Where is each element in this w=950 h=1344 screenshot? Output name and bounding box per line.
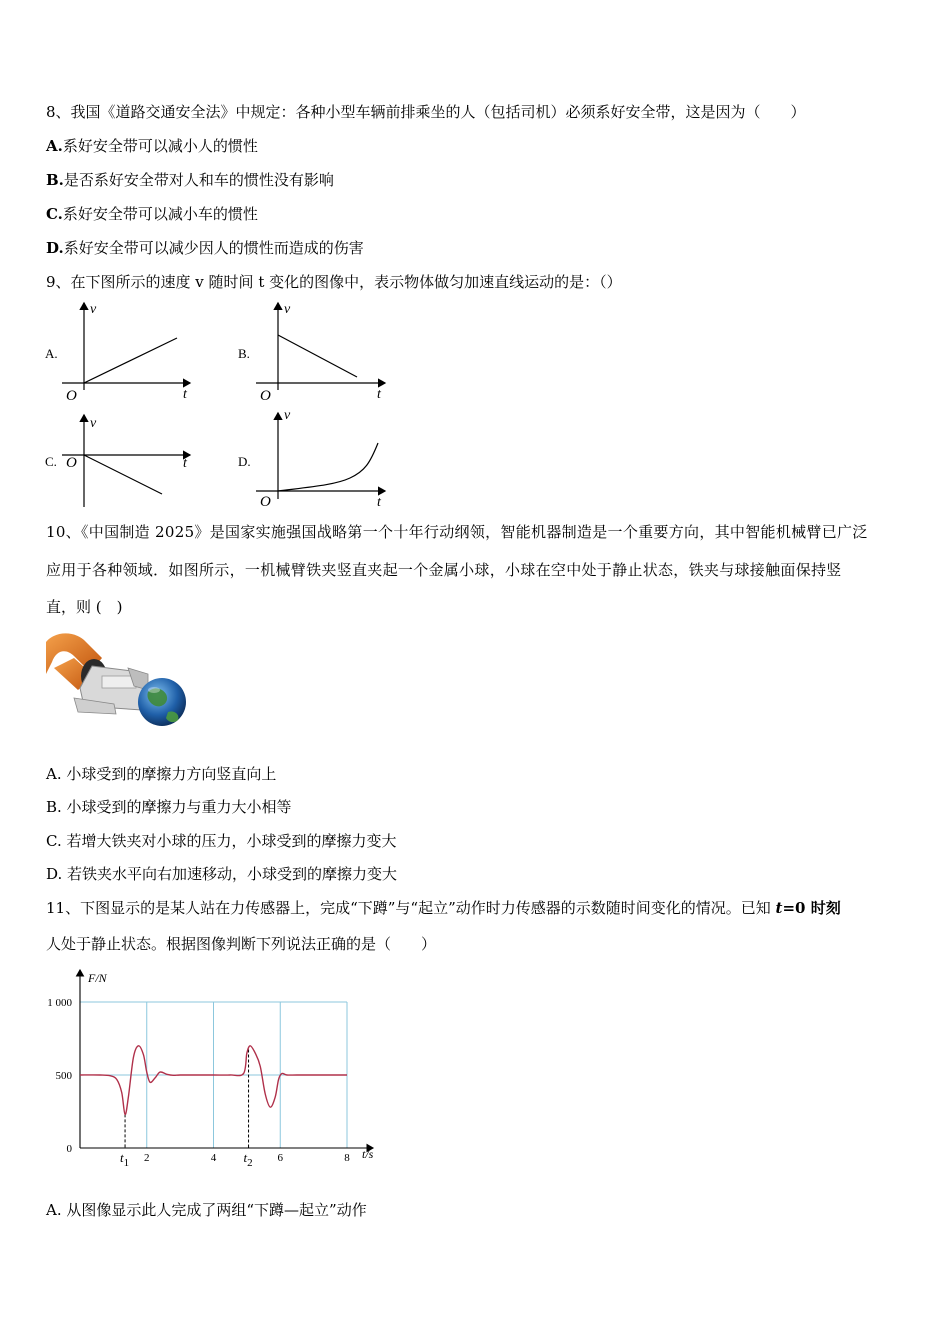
q8-option-d-label: D. — [46, 239, 64, 257]
globe-highlight — [148, 687, 160, 693]
graph-d-origin: O — [260, 494, 271, 510]
chart-tick-labels — [47, 971, 373, 1164]
graph-b-t-label: t — [377, 387, 381, 402]
graph-c-t-label: t — [183, 456, 187, 471]
y-tick-label: 500 — [55, 1070, 72, 1082]
y-tick-label: 0 — [66, 1143, 72, 1155]
graph-b-label: B. — [238, 346, 250, 361]
q8-option-d-text: 系好安全带可以减少因人的惯性而造成的伤害 — [63, 239, 364, 257]
graph-a-line — [84, 338, 177, 383]
q11-stem-line1-post: =0 时刻 — [782, 899, 841, 917]
q8-option-b — [46, 171, 334, 189]
graph-c — [45, 415, 190, 507]
q10-option-b: B. 小球受到的摩擦力与重力大小相等 — [46, 798, 292, 816]
graph-a-t-label: t — [183, 387, 187, 402]
robot-arm-illustration — [44, 628, 194, 740]
graph-a-v-label: v — [90, 302, 97, 317]
graph-c-line — [84, 455, 162, 494]
q8-option-c-label: C. — [46, 205, 63, 223]
q10-option-c: C. 若增大铁夹对小球的压力，小球受到的摩擦力变大 — [46, 832, 397, 850]
x-tick-label: 6 — [277, 1152, 283, 1164]
chart-annotations — [120, 1049, 253, 1169]
q8-option-b-label: B. — [46, 171, 64, 189]
q8-option-a — [46, 137, 258, 155]
q10-stem-line2: 应用于各种领域．如图所示，一机械臂铁夹竖直夹起一个金属小球，小球在空中处于静止状态，铁夹与球接触面保持竖 — [46, 561, 842, 579]
graph-b-v-label: v — [284, 302, 291, 317]
graph-d-curve — [278, 443, 378, 491]
graph-d-v-label: v — [284, 408, 291, 423]
q10-option-a: A. 小球受到的摩擦力方向竖直向上 — [46, 765, 277, 783]
graph-b — [238, 302, 385, 404]
q8-option-b-text: 是否系好安全带对人和车的惯性没有影响 — [63, 171, 334, 189]
x-tick-label: 4 — [210, 1152, 217, 1164]
q8-stem: 8、我国《道路交通安全法》中规定：各种小型车辆前排乘坐的人（包括司机）必须系好安全带，这是因为（ ） — [46, 103, 806, 121]
q8-option-c-text: 系好安全带可以减小车的惯性 — [62, 205, 258, 223]
graph-a-label: A. — [45, 346, 58, 361]
graph-d — [238, 408, 385, 510]
y-tick-label: 1 000 — [47, 997, 72, 1009]
annotation-label: $t_1$ — [120, 1150, 130, 1169]
chart-axes — [80, 970, 373, 1148]
q8-option-a-label: A. — [46, 137, 63, 155]
q10-option-d: D. 若铁夹水平向右加速移动，小球受到的摩擦力变大 — [46, 865, 398, 883]
q11-stem-t: t — [775, 899, 783, 917]
graph-c-label: C. — [45, 454, 57, 469]
q9-graphs — [40, 295, 400, 515]
q10-stem-line3: 直，则 ( ) — [46, 598, 123, 616]
q9-stem: 9、在下图所示的速度 v 随时间 t 变化的图像中，表示物体做匀加速直线运动的是：（） — [46, 273, 622, 291]
q11-option-a: A. 从图像显示此人完成了两组“下蹲—起立”动作 — [46, 1201, 367, 1219]
q8-option-d — [46, 239, 364, 257]
x-axis-label: t/s — [362, 1147, 374, 1161]
graph-b-origin: O — [260, 388, 271, 404]
x-tick-label: 2 — [144, 1152, 150, 1164]
force-time-chart — [40, 962, 385, 1172]
q8-option-a-text: 系好安全带可以减小人的惯性 — [62, 137, 258, 155]
q11-stem-line1-pre: 11、下图显示的是某人站在力传感器上，完成“下蹲”与“起立”动作时力传感器的示数随时间变化的情况。已知 — [46, 899, 776, 917]
graph-a-origin: O — [66, 388, 77, 404]
annotation-label: $t_2$ — [243, 1150, 253, 1169]
graph-c-v-label: v — [90, 416, 97, 431]
graph-c-origin: O — [66, 455, 77, 471]
graph-d-label: D. — [238, 454, 251, 469]
q10-stem-line1: 10、《中国制造 2025》是国家实施强国战略第一个十年行动纲领，智能机器制造是一个重要方向，其中智能机械臂已广泛 — [46, 523, 868, 541]
q8-option-c — [46, 205, 258, 223]
x-tick-label: 8 — [344, 1152, 350, 1164]
graph-b-line — [278, 335, 357, 377]
graph-d-t-label: t — [377, 495, 381, 510]
y-axis-label: F/N — [88, 971, 107, 985]
graph-a — [45, 302, 190, 404]
q11-stem-line1 — [46, 899, 841, 917]
q11-stem-line2: 人处于静止状态。根据图像判断下列说法正确的是（ ） — [46, 935, 437, 953]
